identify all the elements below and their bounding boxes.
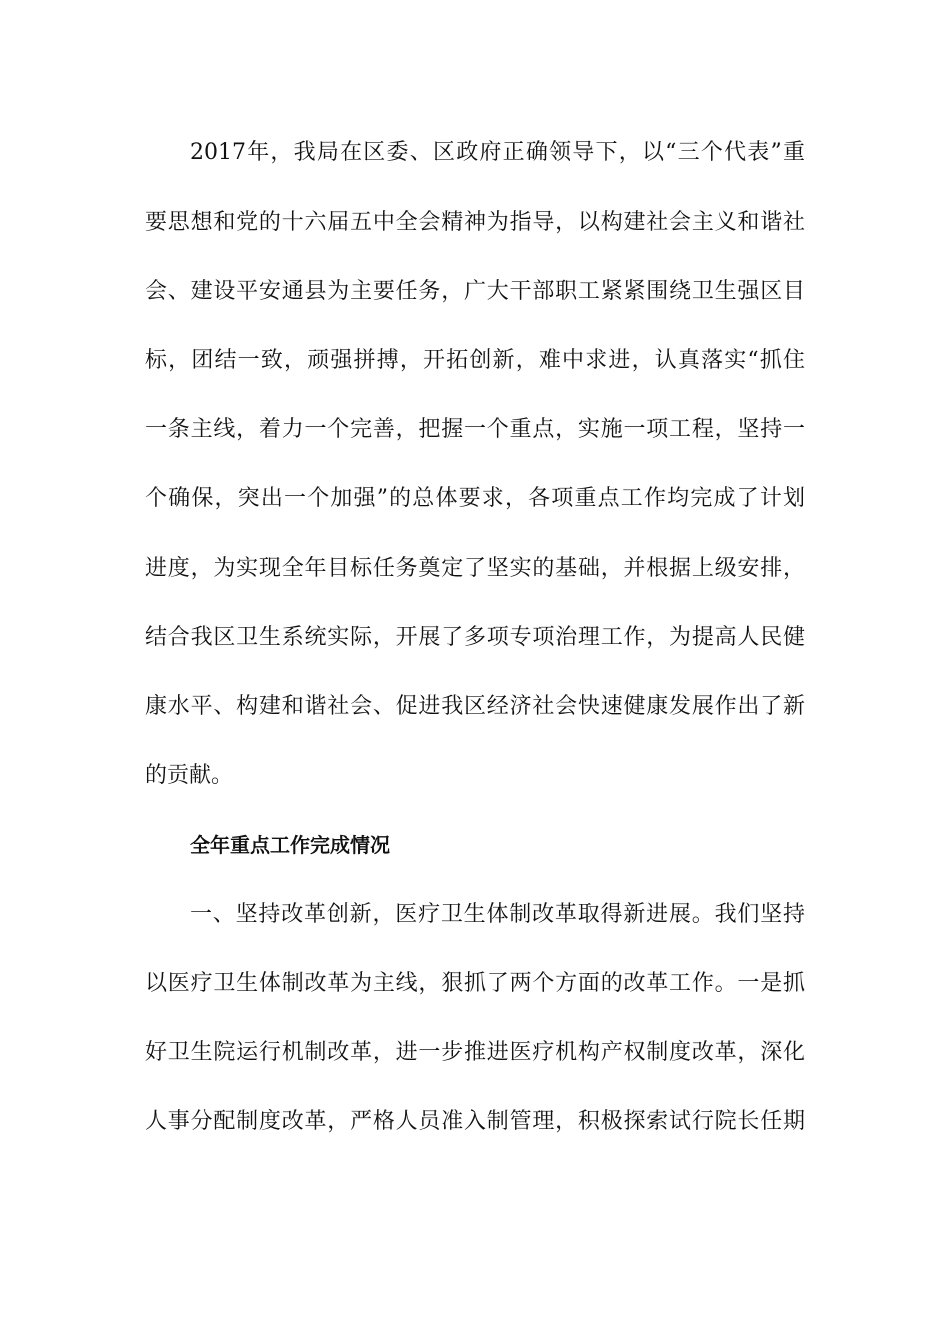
paragraph-1-line-10: 的贡献。 — [145, 763, 234, 788]
paragraph-2-line-2: 以医疗卫生体制改革为主线，狠抓了两个方面的改革工作。一是抓 — [145, 971, 805, 996]
paragraph-2-line-4: 人事分配制度改革，严格人员准入制管理，积极探索试行院长任期 — [145, 1109, 805, 1134]
paragraph-1-line-2: 要思想和党的十六届五中全会精神为指导，以构建社会主义和谐社 — [145, 210, 805, 235]
paragraph-1-line-7: 进度，为实现全年目标任务奠定了坚实的基础，并根据上级安排， — [145, 556, 805, 581]
paragraph-1-line-3: 会、建设平安通县为主要任务，广大干部职工紧紧围绕卫生强区目 — [145, 279, 805, 304]
paragraph-1-line-4: 标，团结一致，顽强拼搏，开拓创新，难中求进，认真落实“抓住 — [145, 348, 805, 373]
paragraph-1-line-6: 个确保，突出一个加强”的总体要求，各项重点工作均完成了计划 — [145, 486, 805, 511]
paragraph-1-line-8: 结合我区卫生系统实际，开展了多项专项治理工作，为提高人民健 — [145, 625, 805, 650]
paragraph-2-line-3: 好卫生院运行机制改革，进一步推进医疗机构产权制度改革，深化 — [145, 1040, 805, 1065]
paragraph-1-line-1: 2017年，我局在区委、区政府正确领导下，以“三个代表”重 — [190, 140, 805, 165]
paragraph-2-line-1: 一、坚持改革创新，医疗卫生体制改革取得新进展。我们坚持 — [190, 902, 805, 927]
paragraph-1-line-5: 一条主线，着力一个完善，把握一个重点，实施一项工程，坚持一 — [145, 417, 805, 442]
paragraph-1-line-9: 康水平、构建和谐社会、促进我区经济社会快速健康发展作出了新 — [145, 694, 805, 719]
section-heading: 全年重点工作完成情况 — [190, 833, 390, 857]
